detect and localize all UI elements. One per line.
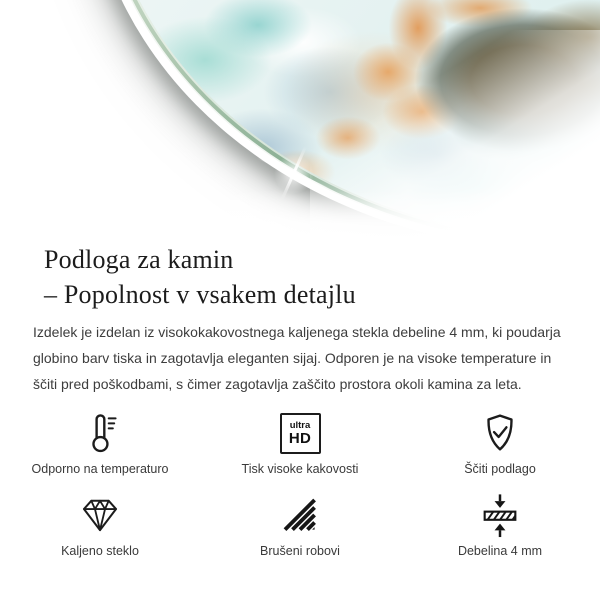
feature-label: Odporno na temperaturo: [31, 462, 169, 476]
feature-label: Brušeni robovi: [260, 544, 340, 558]
product-description-section: [0, 230, 600, 558]
thermometer-icon: [78, 410, 122, 456]
feature-thickness: [400, 492, 600, 558]
brushed-edges-icon: [280, 492, 320, 538]
feature-protection: [400, 410, 600, 476]
feature-polished-edges: [200, 492, 400, 558]
feature-label: Ščiti podlago: [464, 462, 536, 476]
features-grid: [0, 410, 600, 558]
product-image-hero: [0, 0, 600, 245]
thickness-compress-icon: [477, 492, 523, 538]
title-line-2: – Popolnost v vsakem detajlu: [44, 280, 356, 309]
ultra-hd-icon-text-top: ultra: [289, 419, 311, 431]
feature-temperature: [0, 410, 200, 476]
diamond-icon: [77, 492, 123, 538]
feature-label: Kaljeno steklo: [61, 544, 139, 558]
ultra-hd-icon: [280, 410, 321, 456]
page-title: [44, 242, 570, 312]
feature-print-quality: [200, 410, 400, 476]
ultra-hd-icon-text-bottom: HD: [288, 429, 312, 447]
title-line-1: Podloga za kamin: [44, 245, 234, 274]
feature-label: Tisk visoke kakovosti: [241, 462, 359, 476]
feature-tempered-glass: [0, 492, 200, 558]
feature-label: Debelina 4 mm: [457, 544, 543, 558]
shield-check-icon: [478, 410, 522, 456]
product-description: Izdelek je izdelan iz visokokakovostnega kaljenega stekla debeline 4 mm, ki poudarja globino barv tiska in zagotavlja eleganten sijaj. Odporen je na visoke temperature in ščiti pred poškodbami, s čimer zagotavlja zaščito prostora okoli kamina za leta.: [33, 324, 561, 392]
